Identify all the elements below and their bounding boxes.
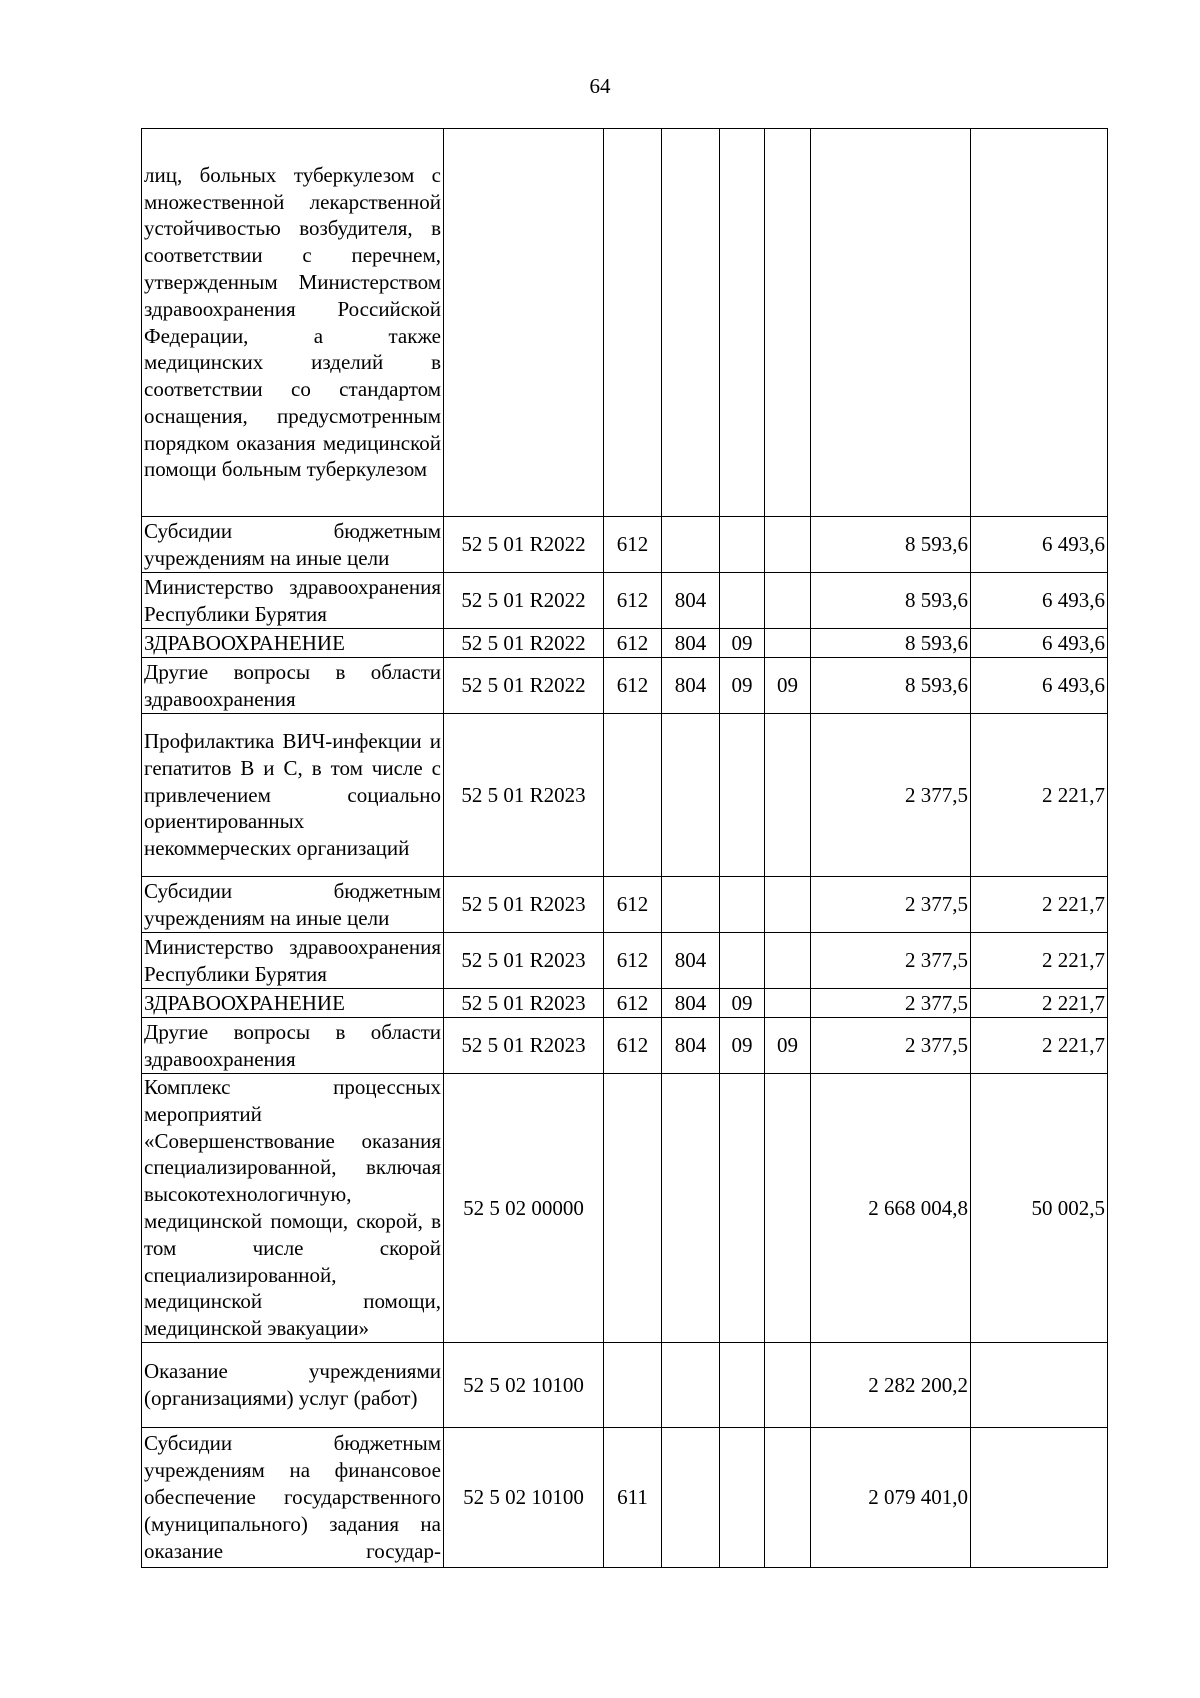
cell-target-article: 52 5 01 R2023 xyxy=(444,1018,604,1074)
cell-subsection xyxy=(765,573,811,629)
cell-section: 09 xyxy=(720,989,765,1018)
cell-subsection xyxy=(765,877,811,933)
cell-administrator: 804 xyxy=(662,658,720,714)
cell-sum-year-1: 2 377,5 xyxy=(811,933,971,989)
cell-sum-year-1: 2 377,5 xyxy=(811,714,971,877)
cell-name: Другие вопросы в области здравоохранения xyxy=(142,658,444,714)
cell-section xyxy=(720,1427,765,1567)
budget-table xyxy=(141,128,1108,1568)
table-row xyxy=(142,1074,1108,1343)
cell-administrator xyxy=(662,129,720,517)
cell-subsection xyxy=(765,1427,811,1567)
cell-expense-type: 612 xyxy=(604,989,662,1018)
page-number: 64 xyxy=(589,74,611,98)
cell-name: Субсидии бюджетным учреждениям на иные цели xyxy=(142,517,444,573)
table-row xyxy=(142,658,1108,714)
table-body xyxy=(142,129,1108,1568)
cell-target-article: 52 5 01 R2022 xyxy=(444,517,604,573)
cell-expense-type: 612 xyxy=(604,933,662,989)
cell-sum-year-1: 2 377,5 xyxy=(811,877,971,933)
cell-section xyxy=(720,517,765,573)
table-row xyxy=(142,877,1108,933)
cell-expense-type xyxy=(604,1074,662,1343)
cell-expense-type: 612 xyxy=(604,517,662,573)
cell-sum-year-2: 2 221,7 xyxy=(971,933,1108,989)
cell-subsection xyxy=(765,989,811,1018)
cell-subsection xyxy=(765,629,811,658)
cell-target-article: 52 5 01 R2023 xyxy=(444,877,604,933)
cell-target-article: 52 5 01 R2022 xyxy=(444,629,604,658)
cell-name: ЗДРАВООХРАНЕНИЕ xyxy=(142,629,444,658)
cell-subsection xyxy=(765,714,811,877)
cell-sum-year-2: 2 221,7 xyxy=(971,1018,1108,1074)
cell-administrator: 804 xyxy=(662,1018,720,1074)
cell-target-article: 52 5 02 10100 xyxy=(444,1427,604,1567)
cell-sum-year-2: 2 221,7 xyxy=(971,989,1108,1018)
cell-administrator xyxy=(662,877,720,933)
cell-administrator: 804 xyxy=(662,989,720,1018)
cell-name: Комплекс процессных мероприятий «Совершенствование оказания специализированной, включая высокотехнологичную, медицинской помощи, скорой, в том числе скорой специализированной, медицинской помощи, медицинской эвакуации» xyxy=(142,1074,444,1343)
cell-sum-year-2: 2 221,7 xyxy=(971,877,1108,933)
cell-sum-year-1: 8 593,6 xyxy=(811,658,971,714)
cell-expense-type: 612 xyxy=(604,658,662,714)
cell-sum-year-1: 8 593,6 xyxy=(811,629,971,658)
cell-section xyxy=(720,573,765,629)
cell-administrator xyxy=(662,1342,720,1427)
cell-expense-type xyxy=(604,129,662,517)
cell-expense-type: 612 xyxy=(604,1018,662,1074)
cell-administrator: 804 xyxy=(662,629,720,658)
table-row xyxy=(142,573,1108,629)
cell-administrator xyxy=(662,517,720,573)
cell-sum-year-1: 8 593,6 xyxy=(811,573,971,629)
cell-section xyxy=(720,1074,765,1343)
cell-section xyxy=(720,877,765,933)
cell-section: 09 xyxy=(720,658,765,714)
cell-sum-year-2: 6 493,6 xyxy=(971,658,1108,714)
table-row xyxy=(142,1018,1108,1074)
cell-subsection xyxy=(765,1342,811,1427)
cell-subsection xyxy=(765,1074,811,1343)
cell-sum-year-2: 6 493,6 xyxy=(971,573,1108,629)
cell-expense-type: 611 xyxy=(604,1427,662,1567)
cell-name: Министерство здравоохранения Республики Бурятия xyxy=(142,573,444,629)
cell-name: Профилактика ВИЧ-инфекции и гепатитов B и C, в том числе с привлечением социально ориентированных некоммерческих организаций xyxy=(142,714,444,877)
cell-sum-year-2 xyxy=(971,1342,1108,1427)
cell-section xyxy=(720,933,765,989)
cell-target-article: 52 5 02 00000 xyxy=(444,1074,604,1343)
cell-sum-year-2 xyxy=(971,129,1108,517)
cell-administrator xyxy=(662,1074,720,1343)
table-row xyxy=(142,1342,1108,1427)
cell-name: Оказание учреждениями (организациями) услуг (работ) xyxy=(142,1342,444,1427)
cell-administrator: 804 xyxy=(662,573,720,629)
cell-expense-type xyxy=(604,714,662,877)
cell-target-article: 52 5 02 10100 xyxy=(444,1342,604,1427)
table-row xyxy=(142,989,1108,1018)
cell-target-article: 52 5 01 R2023 xyxy=(444,989,604,1018)
table-row xyxy=(142,933,1108,989)
cell-section: 09 xyxy=(720,1018,765,1074)
cell-name: лиц, больных туберкулезом с множественной лекарственной устойчивостью возбудителя, в соответствии с перечнем, утвержденным Министерством здравоохранения Российской Федерации, а также медицинских изделий в соответствии со стандартом оснащения, предусмотренным порядком оказания медицинской помощи больным туберкулезом xyxy=(142,129,444,517)
cell-target-article: 52 5 01 R2023 xyxy=(444,714,604,877)
cell-name: Субсидии бюджетным учреждениям на финансовое обеспечение государственного (муниципального) задания на оказание государ- xyxy=(142,1427,444,1567)
cell-expense-type: 612 xyxy=(604,629,662,658)
cell-name: Министерство здравоохранения Республики Бурятия xyxy=(142,933,444,989)
cell-name: ЗДРАВООХРАНЕНИЕ xyxy=(142,989,444,1018)
cell-target-article: 52 5 01 R2022 xyxy=(444,573,604,629)
cell-name: Субсидии бюджетным учреждениям на иные цели xyxy=(142,877,444,933)
cell-target-article xyxy=(444,129,604,517)
cell-name: Другие вопросы в области здравоохранения xyxy=(142,1018,444,1074)
cell-sum-year-2: 2 221,7 xyxy=(971,714,1108,877)
cell-sum-year-1: 8 593,6 xyxy=(811,517,971,573)
cell-administrator: 804 xyxy=(662,933,720,989)
cell-section xyxy=(720,714,765,877)
table-row xyxy=(142,629,1108,658)
cell-target-article: 52 5 01 R2023 xyxy=(444,933,604,989)
cell-subsection xyxy=(765,933,811,989)
cell-expense-type xyxy=(604,1342,662,1427)
cell-sum-year-1: 2 377,5 xyxy=(811,989,971,1018)
cell-sum-year-2: 6 493,6 xyxy=(971,517,1108,573)
cell-sum-year-2: 6 493,6 xyxy=(971,629,1108,658)
cell-target-article: 52 5 01 R2022 xyxy=(444,658,604,714)
table-row xyxy=(142,714,1108,877)
cell-expense-type: 612 xyxy=(604,877,662,933)
cell-administrator xyxy=(662,714,720,877)
cell-sum-year-2: 50 002,5 xyxy=(971,1074,1108,1343)
cell-subsection xyxy=(765,517,811,573)
cell-sum-year-1: 2 282 200,2 xyxy=(811,1342,971,1427)
cell-sum-year-1 xyxy=(811,129,971,517)
cell-sum-year-1: 2 668 004,8 xyxy=(811,1074,971,1343)
table-row xyxy=(142,1427,1108,1567)
cell-section xyxy=(720,129,765,517)
cell-subsection xyxy=(765,129,811,517)
cell-sum-year-1: 2 079 401,0 xyxy=(811,1427,971,1567)
cell-subsection: 09 xyxy=(765,658,811,714)
cell-expense-type: 612 xyxy=(604,573,662,629)
table-row xyxy=(142,129,1108,517)
cell-section xyxy=(720,1342,765,1427)
cell-sum-year-1: 2 377,5 xyxy=(811,1018,971,1074)
cell-section: 09 xyxy=(720,629,765,658)
cell-administrator xyxy=(662,1427,720,1567)
table-row xyxy=(142,517,1108,573)
cell-subsection: 09 xyxy=(765,1018,811,1074)
cell-sum-year-2 xyxy=(971,1427,1108,1567)
